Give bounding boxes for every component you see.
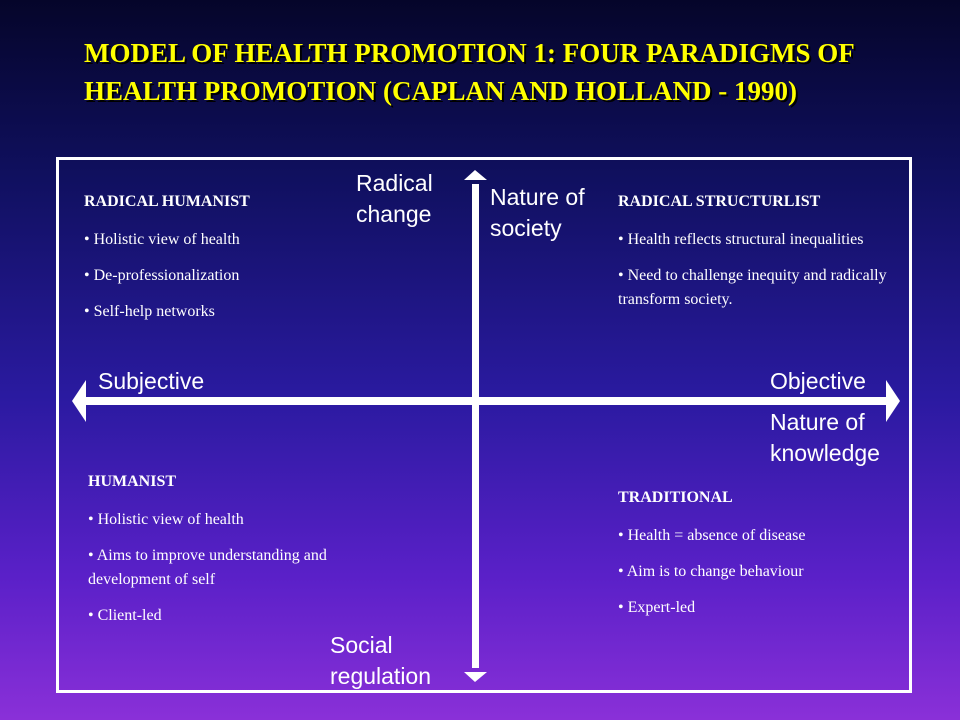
arrow-left-head (72, 380, 86, 422)
axis-title-horizontal: Nature of knowledge (770, 409, 880, 466)
quadrant-item: • Aims to improve understanding and development of self (88, 547, 327, 588)
axis-label-right: Objective (770, 368, 866, 394)
axis-label-bottom: Social regulation (330, 632, 432, 689)
quadrant-humanist (88, 470, 388, 640)
quadrant-item: • Expert-led (618, 599, 696, 616)
vertical-axis-line (472, 184, 479, 668)
quadrant-item: • Holistic view of health (88, 511, 244, 528)
quadrant-heading: TRADITIONAL (618, 489, 733, 506)
quadrant-traditional (618, 486, 898, 632)
axis-title-vertical: Nature of society (490, 184, 585, 241)
arrow-down-head (464, 672, 487, 682)
arrow-up-head (464, 170, 487, 180)
quadrant-item: • Holistic view of health (84, 231, 240, 248)
quadrant-radical-structuralist (618, 190, 904, 324)
axis-label-left: Subjective (98, 368, 205, 394)
quadrant-heading: HUMANIST (88, 473, 177, 490)
quadrant-heading: RADICAL STRUCTURLIST (618, 193, 821, 210)
axis-label-top: Radical change (356, 170, 433, 227)
horizontal-axis-line (84, 397, 890, 405)
quadrant-item: • Self-help networks (84, 303, 215, 320)
quadrant-item: • Client-led (88, 607, 162, 624)
slide-title: MODEL OF HEALTH PROMOTION 1: FOUR PARADIGMS OF HEALTH PROMOTION (CAPLAN AND HOLLAND - 1990) (84, 38, 854, 106)
quadrant-item: • Aim is to change behaviour (618, 563, 804, 580)
quadrant-heading: RADICAL HUMANIST (84, 193, 250, 210)
quadrant-item: • Health = absence of disease (618, 527, 806, 544)
quadrant-item: • De-professionalization (84, 267, 240, 284)
quadrant-item: • Health reflects structural inequalities (618, 231, 864, 248)
quadrant-item: • Need to challenge inequity and radically transform society. (618, 267, 887, 308)
quadrant-radical-humanist (84, 190, 324, 336)
